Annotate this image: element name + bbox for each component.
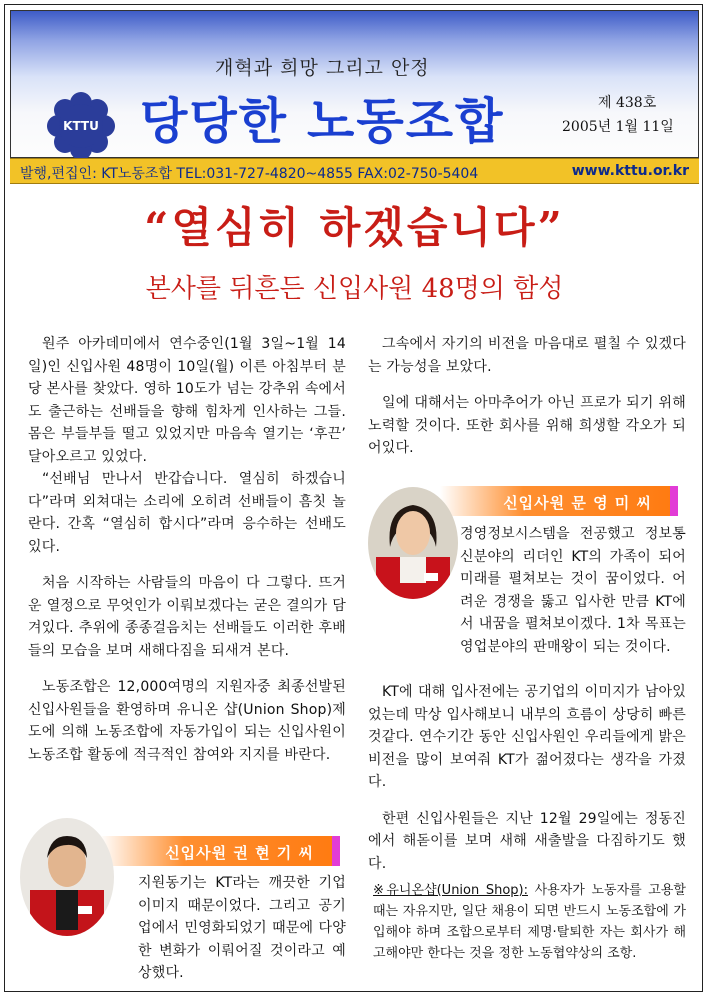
website-link[interactable]: www.kttu.or.kr xyxy=(571,163,689,179)
slogan: 개혁과 희망 그리고 안정 xyxy=(215,57,430,79)
issue-date: 2005년 1월 11일 xyxy=(562,119,674,135)
masthead-title: 당당한 노동조합 xyxy=(140,93,505,150)
paragraph: 원주 아카데미에서 연수중인(1월 3일~1월 14일)인 신입사원 48명이 10일(월) 이른 아침부터 분당 본사를 찾았다. 영하 10도가 넘는 강추위 속에서도 출근하는 선배들을 향해 힘차게 인사하는 그들. 몸은 부들부들 떨고 있었지만 마음속 열기는 ‘후끈’ 달아오르고 있었다. xyxy=(28,336,346,465)
kttu-logo xyxy=(45,90,117,162)
paragraph: 노동조합은 12,000여명의 지원자중 최종선발된 신입사원들을 환영하며 유니온 샵(Union Shop)제도에 의해 노동조합에 자동가입이 되는 신입사원이 노동조합 활동에 적극적인 참여와 지지를 바란다. xyxy=(28,679,346,763)
issue-number: 제 438호 xyxy=(598,95,657,111)
paragraph: 처음 시작하는 사람들의 마음이 다 그렇다. 뜨거운 열정으로 무엇인가 이뤄보겠다는 굳은 결의가 담겨있다. 추위에 종종걸음치는 선배들도 이러한 후배들의 모습을 보며 새해다짐을 되새겨 본다. xyxy=(28,575,346,659)
profile-label-1: 신입사원 권 현 기 씨 xyxy=(100,836,340,866)
paragraph: 한편 신입사원들은 지난 12월 29일에는 정동진에서 해돋이를 보며 새해 새출발을 다짐하기도 했다. xyxy=(368,810,686,872)
profile-text-2: 경영정보시스템을 전공했고 정보통신분야의 리더인 KT의 가족이 되어 미래를 펼쳐보는 것이 꿈이었다. 어려운 경쟁을 뚫고 입사한 만큼 KT에서 내꿈을 펼쳐보이겠다. 1차 목표는 영업분야의 판매왕이 되는 것이다. xyxy=(460,526,686,655)
paragraph: 일에 대해서는 아마추어가 아닌 프로가 되기 위해 노력할 것이다. 또한 회사를 위해 희생할 각오가 되어있다. xyxy=(368,395,686,456)
note-key: ※유니온샵(Union Shop): xyxy=(373,883,528,898)
profile-text-1: 지원동기는 KT라는 깨끗한 기업이미지 때문이었다. 그리고 공기업에서 민영화되었기 때문에 다양한 변화가 이뤄어질 것이라고 예상했다. xyxy=(138,875,346,981)
publisher-bar xyxy=(10,158,699,184)
profile-label-2: 신입사원 문 영 미 씨 xyxy=(440,486,678,516)
note-text: 사용자가 노동자를 고용할 때는 자유지만, 일단 채용이 되면 반드시 노동조합에 가입해야 하며 조합으로부터 제명·탈퇴한 자는 회사가 해고해야만 한다는 것을 정한 노동협약상의 조항. xyxy=(373,883,686,961)
paragraph: KT에 대해 입사전에는 공기업의 이미지가 남아있었는데 막상 입사해보니 내부의 흐름이 상당히 빠른 것같다. 연수기간 동안 신입사원인 우리들에게 밝은 비전을 많이 보여줘 KT가 젊어졌다는 생각을 가졌다. xyxy=(368,684,686,790)
paragraph: 그속에서 자기의 비전을 마음대로 펼칠 수 있겠다는 가능성을 보았다. xyxy=(368,336,686,375)
paragraph: “선배님 만나서 반갑습니다. 열심히 하겠습니다”라며 외쳐대는 소리에 오히려 선배들이 흠칫 놀란다. 간혹 “열심히 합시다”라며 응수하는 선배도 있다. xyxy=(28,471,346,555)
article-column-2 xyxy=(368,333,686,460)
article-column-1 xyxy=(28,333,346,766)
article-column-2-continued xyxy=(368,681,686,875)
union-shop-note xyxy=(373,880,686,964)
headline: “열심히 하겠습니다” xyxy=(144,203,565,252)
publisher-info: 발행,편집인: KT노동조합 TEL:031-727-4820~4855 FAX:02-750-5404 xyxy=(20,166,479,182)
subheadline: 본사를 뒤흔든 신입사원 48명의 함성 xyxy=(145,274,564,304)
logo-text: KTTU xyxy=(63,119,99,133)
